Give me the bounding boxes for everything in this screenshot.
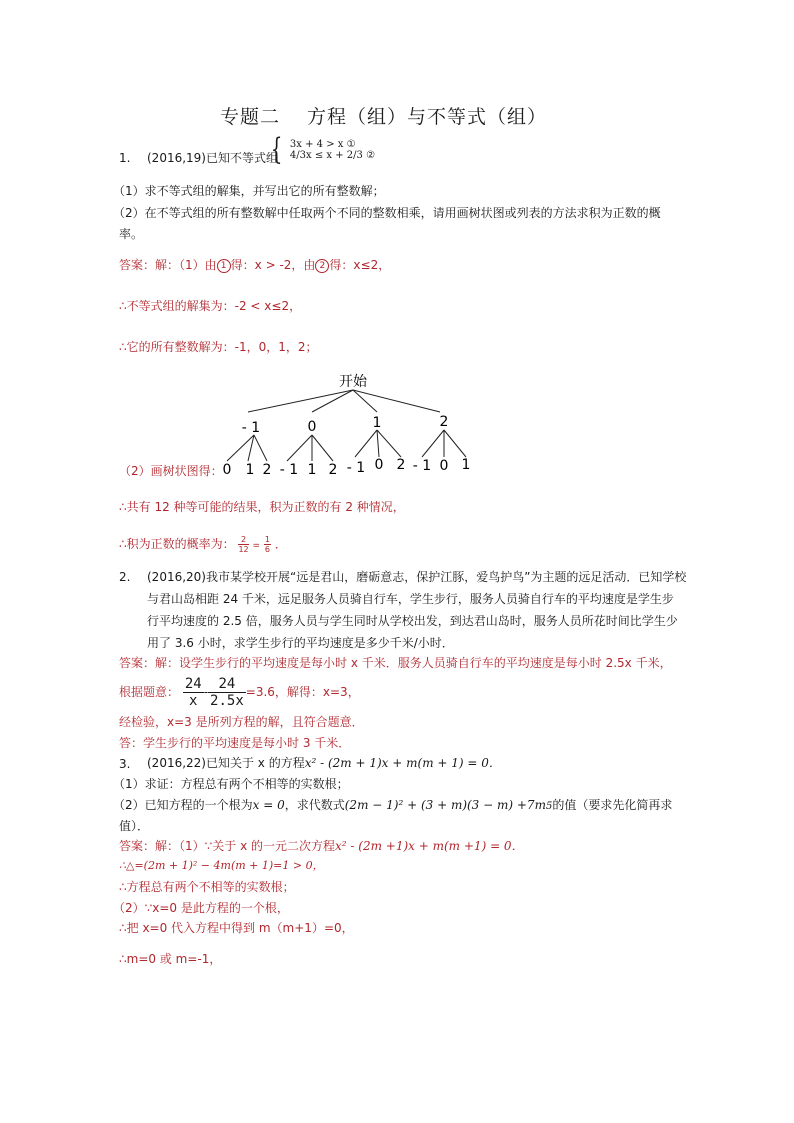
answer-text: ∴积为正数的概率为： — [119, 537, 235, 551]
numerator: 1 — [264, 535, 270, 544]
q2-number: 2. — [119, 570, 131, 584]
q1-answer-line2: ∴不等式组的解集为：-2 < x≤2， — [119, 299, 302, 313]
q1-answer-line3: ∴它的所有整数解为：-1，0，1，2； — [119, 340, 318, 354]
q3-answer-line6: ∴m=0 或 m=-1， — [119, 952, 222, 966]
q3-answer-line2: ∴△=(2m + 1)² − 4m(m + 1)=1 > 0， — [119, 859, 324, 872]
equation: x² - (2m + 1)x + m(m + 1) = 0． — [304, 756, 501, 770]
answer-text: 解：（1）∵关于 x 的一元二次方程 — [155, 839, 336, 853]
question-text: （2）已知方程的一个根为 — [113, 798, 253, 812]
q3-part1: （1）求证：方程总有两个不相等的实数根； — [113, 777, 349, 791]
question-text: (2016,22)已知关于 x 的方程 — [147, 756, 305, 770]
q2-line2: 与君山岛相距 24 千米，远足服务人员骑自行车，学生步行，服务人员骑自行车的平均速度是学生步 — [147, 592, 674, 606]
denominator: x — [189, 693, 198, 709]
q1-part2-line2: 率。 — [119, 227, 144, 241]
numerator: 24 — [184, 676, 202, 692]
q1-tree-label: （2）画树状图得： — [119, 464, 223, 478]
tree-l2-node: 0 — [439, 458, 449, 474]
q2-line1: (2016,20)我市某学校开展“远是君山，磨砺意志，保护江豚，爱鸟护鸟”为主题的远足活动．已知学校 — [147, 570, 687, 584]
tree-l2-node: 2 — [328, 462, 338, 478]
brace-icon: { — [270, 132, 283, 167]
mark-1: ① — [346, 139, 356, 150]
q2-line4: 用了 3.6 小时，求学生步行的平均速度是多少千米/小时． — [147, 636, 454, 650]
equation: x = 0 — [252, 798, 285, 812]
answer-label: 答案： — [119, 656, 156, 670]
q2-answer-line1 — [119, 656, 672, 670]
tree-l1-node: - 1 — [241, 420, 261, 436]
tree-l2-node: - 1 — [346, 460, 366, 476]
tree-l2-node: 1 — [461, 457, 471, 473]
q2-answer-line3: 经检验，x=3 是所列方程的解，且符合题意． — [119, 715, 364, 729]
fraction-24-2-5x — [208, 676, 246, 709]
q1-part1: （1）求不等式组的解集，并写出它的所有整数解； — [113, 184, 385, 198]
fraction-1-6 — [264, 535, 271, 554]
fraction-2-12 — [238, 535, 248, 554]
q1-answer-line5 — [119, 535, 287, 554]
q3-number: 3. — [119, 757, 131, 771]
q3-answer-line3: ∴方程总有两个不相等的实数根； — [119, 880, 295, 894]
numerator: 2 — [238, 535, 248, 545]
expression-suffix: 5 — [545, 801, 553, 812]
tree-l2-node: 2 — [396, 457, 406, 473]
answer-text: 得：x > -2，由 — [230, 258, 316, 272]
inequality-system-lines — [290, 139, 375, 161]
q3-part2-line1 — [113, 798, 672, 813]
minus-sign: - — [203, 685, 209, 699]
q3-line1 — [147, 756, 501, 770]
answer-label: 答案： — [119, 258, 156, 272]
q1-answer-line4: ∴共有 12 种等可能的结果，积为正数的有 2 种情况， — [119, 500, 405, 514]
tree-l1-node: 1 — [372, 415, 382, 431]
numerator: 24 — [208, 676, 246, 693]
probability-tree-diagram — [215, 368, 495, 478]
answer-label: 答案： — [119, 839, 156, 853]
q3-answer-line4: （2）∵x=0 是此方程的一个根， — [113, 901, 289, 915]
equation: x² - (2m +1)x + m(m +1) = 0． — [335, 839, 524, 853]
q1-answer-line1 — [119, 258, 390, 273]
denominator: 6 — [264, 545, 270, 554]
equals-sign: = — [252, 541, 261, 551]
answer-text: 根据题意： — [119, 685, 180, 699]
circle-2-icon: 2 — [315, 259, 329, 273]
question-text: 的值（要求先化简再求 — [552, 798, 673, 812]
mark-2: ② — [366, 150, 376, 161]
answer-text: 解：设学生步行的平均速度是每小时 x 千米．服务人员骑自行车的平均速度是每小时 2.5x 千米， — [155, 656, 672, 670]
tree-l2-node: - 1 — [412, 458, 432, 474]
expression: (2m − 1)² + (3 + m)(3 − m) +7m — [344, 798, 546, 812]
q2-line3: 行平均速度的 2.5 倍，服务人员与学生同时从学校出发，到达君山岛时，服务人员所花时间比学生少 — [147, 614, 678, 628]
answer-text: 解：（1）由 — [155, 258, 217, 272]
denominator: 2.5x — [210, 693, 244, 709]
q3-part2-line2: 值）． — [119, 819, 150, 833]
tree-l2-node: - 1 — [279, 462, 299, 478]
circle-1-icon: 1 — [217, 259, 231, 273]
tree-l2-node: 1 — [307, 462, 317, 478]
q1-source: (2016,19)已知不等式组 — [147, 151, 278, 165]
q1-system — [267, 132, 376, 167]
tree-l2-node: 2 — [262, 462, 272, 478]
q3-answer-line5: ∴把 x=0 代入方程中得到 m（m+1）=0， — [119, 921, 354, 935]
q1-part2-line1: （2）在不等式组的所有整数解中任取两个不同的整数相乘，请用画树状图或列表的方法求积为正数的概 — [113, 206, 661, 220]
answer-text: =3.6，解得：x=3， — [245, 685, 360, 699]
tree-l1-node: 0 — [307, 419, 317, 435]
q2-answer-line2 — [119, 676, 360, 709]
answer-text: 得：x≤2， — [329, 258, 391, 272]
tree-l2-node: 1 — [245, 462, 255, 478]
tree-l2-node: 0 — [374, 457, 384, 473]
tree-l2-node: 0 — [222, 462, 232, 478]
q3-answer-line1 — [119, 839, 524, 853]
denominator: 12 — [238, 545, 249, 554]
question-text: ，求代数式 — [284, 798, 345, 812]
fraction-24-x — [183, 676, 204, 709]
tree-root: 开始 — [339, 374, 367, 390]
inequality-2: 4/3x ≤ x + 2/3 — [289, 150, 363, 161]
inequality-1: 3x + 4 > x — [289, 139, 344, 150]
tree-l1-node: 2 — [439, 414, 449, 430]
q1-number: 1. — [119, 151, 131, 165]
period: ． — [274, 537, 287, 551]
q2-answer-line4: 答：学生步行的平均速度是每小时 3 千米． — [119, 736, 351, 750]
page-title: 专题二 方程（组）与不等式（组） — [220, 106, 548, 128]
